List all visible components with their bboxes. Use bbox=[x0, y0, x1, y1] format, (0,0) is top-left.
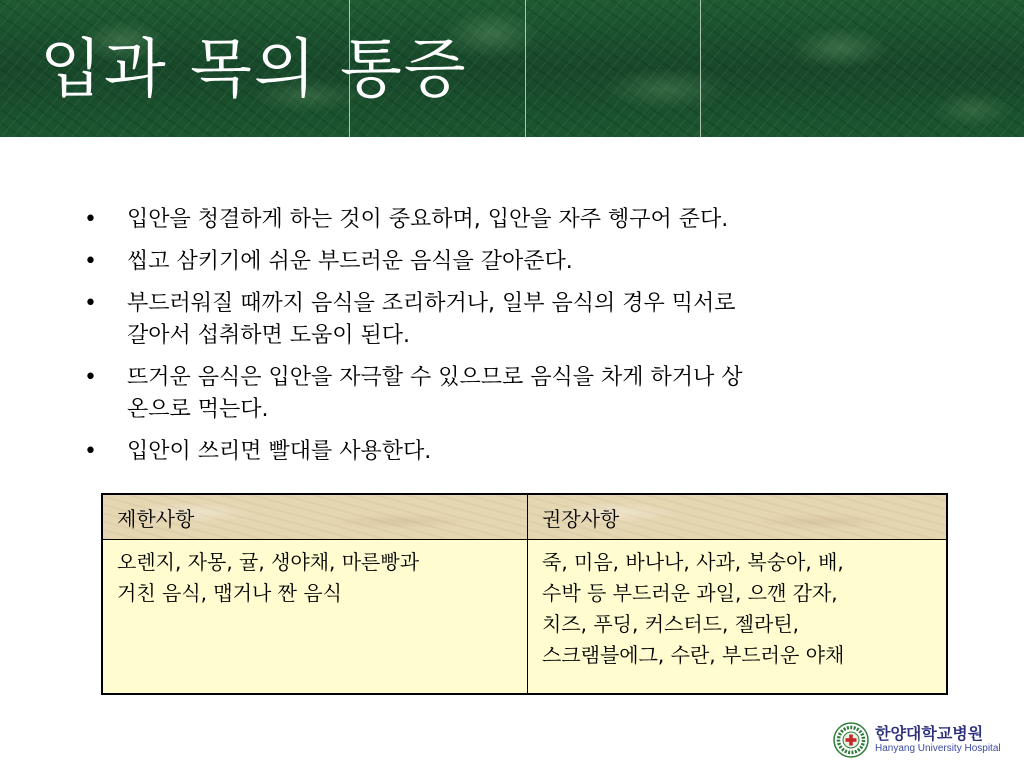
bullet-item bbox=[84, 362, 944, 426]
header-restrictions: 제한사항 bbox=[102, 494, 528, 540]
recommendations-line: 치즈, 푸딩, 커스터드, 젤라틴, bbox=[542, 612, 800, 636]
bullet-marker: • bbox=[84, 249, 97, 274]
bullet-list bbox=[84, 204, 944, 478]
bullet-text-line: 입안을 청결하게 하는 것이 중요하며, 입안을 자주 헹구어 준다. bbox=[127, 207, 729, 232]
table-header-row bbox=[102, 494, 947, 540]
bullet-text-line: 씹고 삼키기에 쉬운 부드러운 음식을 갈아준다. bbox=[127, 249, 573, 274]
bullet-marker: • bbox=[84, 207, 97, 232]
bullet-text-line: 온으로 먹는다. bbox=[127, 397, 269, 422]
hospital-emblem-icon bbox=[833, 722, 869, 758]
bullet-marker: • bbox=[84, 291, 97, 316]
bullet-marker: • bbox=[84, 365, 97, 390]
bullet-item bbox=[84, 204, 944, 236]
recommendations-line: 스크램블에그, 수란, 부드러운 야채 bbox=[542, 643, 845, 667]
table-row bbox=[102, 540, 947, 695]
logo-english-text: Hanyang University Hospital bbox=[875, 743, 1001, 754]
bullet-text-line: 갈아서 섭취하면 도움이 된다. bbox=[127, 323, 410, 348]
diet-guidance-table bbox=[101, 493, 948, 695]
bullet-item bbox=[84, 288, 944, 352]
restrictions-cell bbox=[102, 540, 528, 695]
header-band bbox=[0, 0, 1024, 137]
bullet-item bbox=[84, 436, 944, 468]
hospital-logo bbox=[833, 722, 1001, 758]
bullet-text-line: 뜨거운 음식은 입안을 자극할 수 있으므로 음식을 차게 하거나 상 bbox=[127, 365, 743, 390]
bullet-marker: • bbox=[84, 439, 97, 464]
recommendations-line: 죽, 미음, 바나나, 사과, 복숭아, 배, bbox=[542, 550, 844, 574]
restrictions-line: 거친 음식, 맵거나 짠 음식 bbox=[117, 581, 342, 605]
page-title: 입과 목의 통증 bbox=[40, 33, 468, 107]
bullet-text-line: 입안이 쓰리면 빨대를 사용한다. bbox=[127, 439, 432, 464]
header-tile-divider bbox=[525, 0, 526, 137]
header-recommendations: 권장사항 bbox=[528, 494, 948, 540]
recommendations-cell bbox=[528, 540, 948, 695]
recommendations-line: 수박 등 부드러운 과일, 으깬 감자, bbox=[542, 581, 838, 605]
restrictions-line: 오렌지, 자몽, 귤, 생야채, 마른빵과 bbox=[117, 550, 420, 574]
logo-korean-text: 한양대학교병원 bbox=[875, 724, 984, 743]
bullet-text-line: 부드러워질 때까지 음식을 조리하거나, 일부 음식의 경우 믹서로 bbox=[127, 291, 736, 316]
bullet-item bbox=[84, 246, 944, 278]
header-tile-divider bbox=[700, 0, 701, 137]
